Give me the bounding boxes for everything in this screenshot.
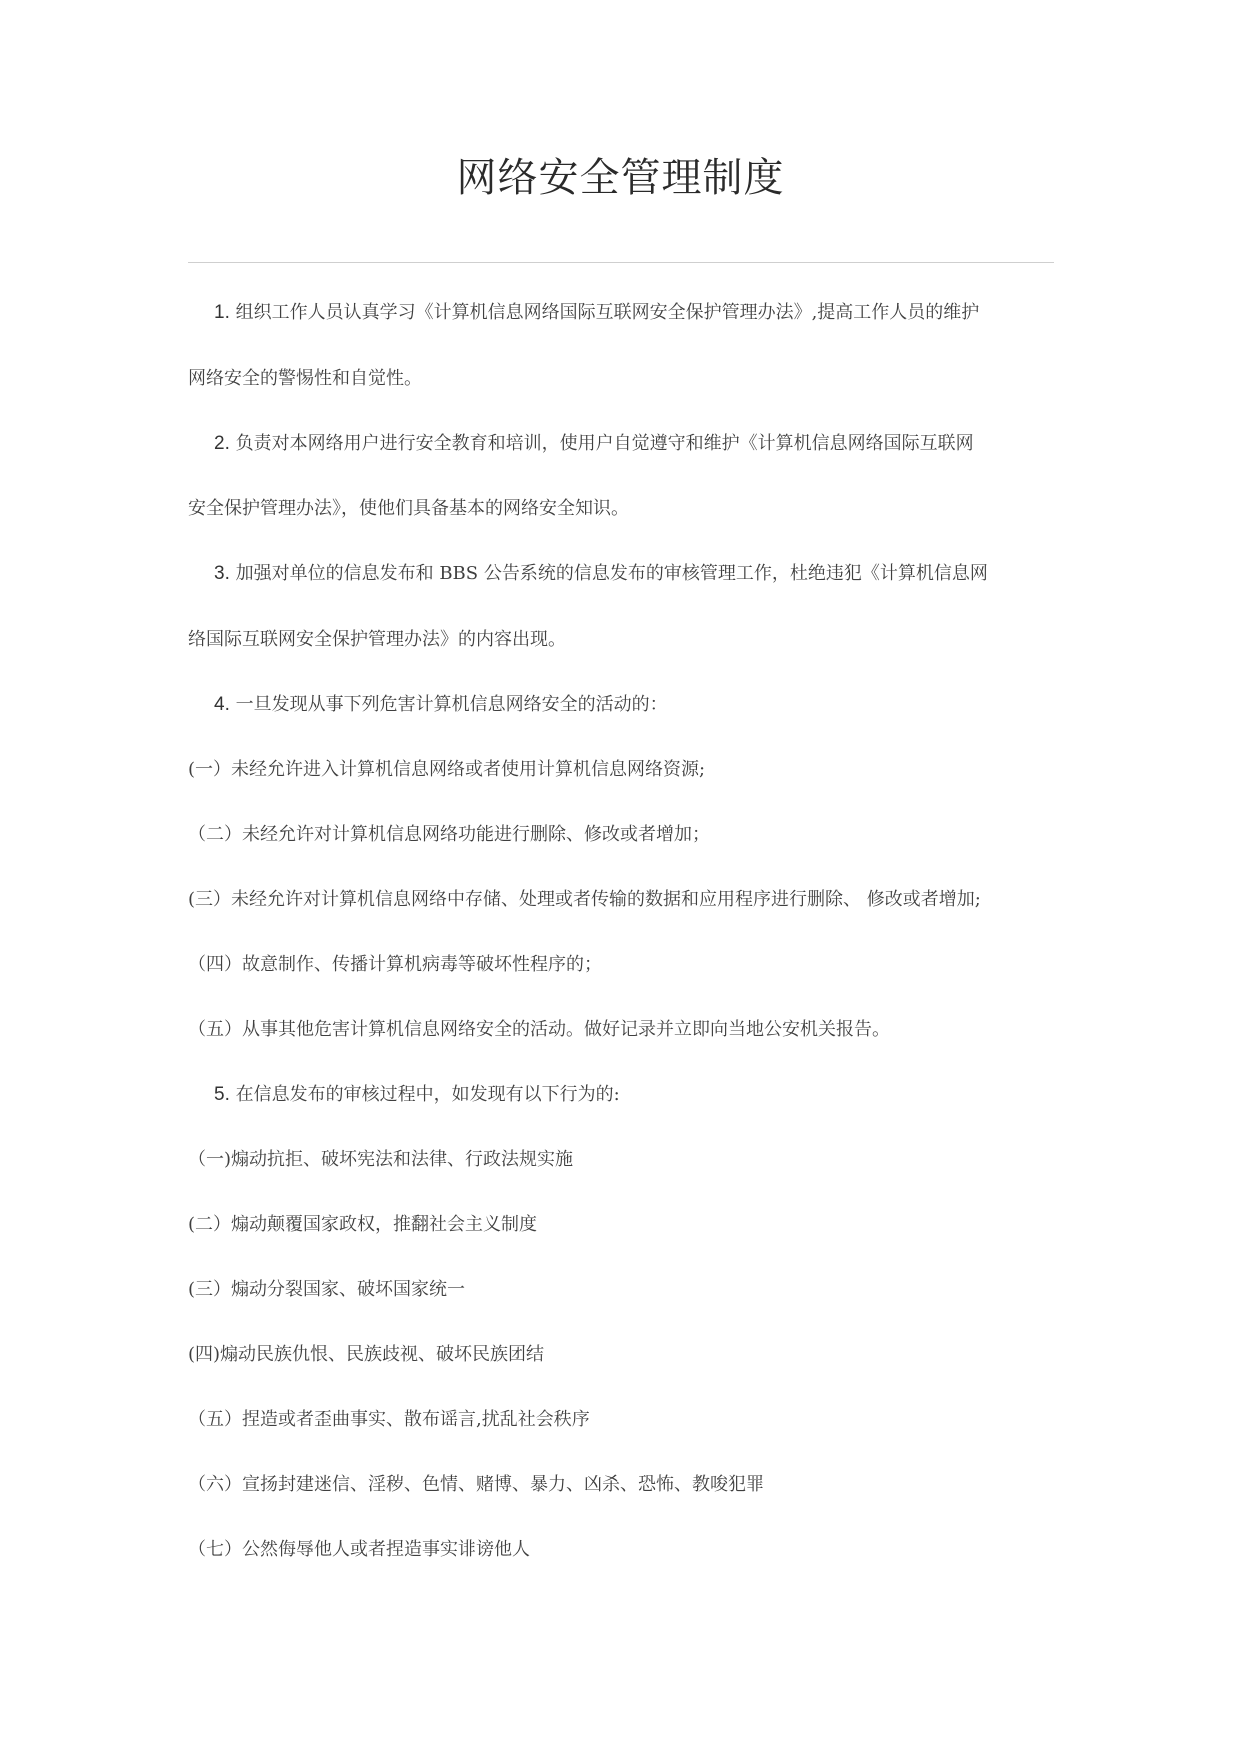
item-4-sub-1: (一）未经允许进入计算机信息网络或者使用计算机信息网络资源;	[188, 759, 706, 780]
item-text: 在信息发布的审核过程中，如发现有以下行为的:	[235, 1084, 620, 1105]
item-number: 5.	[214, 1084, 230, 1105]
item-number: 4.	[214, 694, 230, 715]
item-5-sub-6: （六）宣扬封建迷信、淫秽、色情、赌博、暴力、凶杀、恐怖、教唆犯罪	[188, 1474, 764, 1495]
item-text: 负责对本网络用户进行安全教育和培训，使用户自觉遵守和维护《计算机信息网络国际互联网	[235, 433, 974, 454]
list-item-1-continuation: 网络安全的警惕性和自觉性。	[188, 368, 422, 389]
item-5-sub-5: （五）捏造或者歪曲事实、散布谣言,扰乱社会秩序	[188, 1409, 590, 1430]
title-divider	[188, 262, 1054, 263]
item-number: 3.	[214, 563, 230, 584]
list-item-5	[214, 1082, 1094, 1108]
list-item-4	[214, 692, 1094, 718]
item-text: 一旦发现从事下列危害计算机信息网络安全的活动的：	[235, 694, 668, 715]
item-number: 2.	[214, 433, 230, 454]
item-text: 组织工作人员认真学习《计算机信息网络国际互联网安全保护管理办法》,提高工作人员的维护	[235, 302, 980, 323]
list-item-3-continuation: 络国际互联网安全保护管理办法》的内容出现。	[188, 629, 566, 650]
list-item-2-continuation: 安全保护管理办法》，使他们具备基本的网络安全知识。	[188, 498, 629, 519]
list-item-2	[214, 431, 1094, 457]
item-number: 1.	[214, 302, 230, 323]
item-5-sub-7: （七）公然侮辱他人或者捏造事实诽谤他人	[188, 1539, 530, 1560]
list-item-3	[214, 561, 1094, 587]
list-item-1	[214, 300, 1094, 326]
item-text: 加强对单位的信息发布和 BBS 公告系统的信息发布的审核管理工作，杜绝违犯《计算机信息网	[235, 563, 988, 584]
item-5-sub-3: (三）煽动分裂国家、破坏国家统一	[188, 1279, 466, 1300]
item-5-sub-1: （一)煽动抗拒、破坏宪法和法律、行政法规实施	[188, 1149, 574, 1170]
item-4-sub-2: （二）未经允许对计算机信息网络功能进行删除、修改或者增加；	[188, 824, 710, 845]
item-4-sub-4: （四）故意制作、传播计算机病毒等破坏性程序的；	[188, 954, 602, 975]
item-4-sub-3: (三）未经允许对计算机信息网络中存储、处理或者传输的数据和应用程序进行删除、 修改或者增加;	[188, 889, 981, 910]
item-5-sub-4: (四)煽动民族仇恨、民族歧视、破坏民族团结	[188, 1344, 545, 1365]
item-5-sub-2: (二）煽动颠覆国家政权，推翻社会主义制度	[188, 1214, 538, 1235]
document-title: 网络安全管理制度	[456, 155, 785, 201]
item-4-sub-5: （五）从事其他危害计算机信息网络安全的活动。做好记录并立即向当地公安机关报告。	[188, 1019, 890, 1040]
